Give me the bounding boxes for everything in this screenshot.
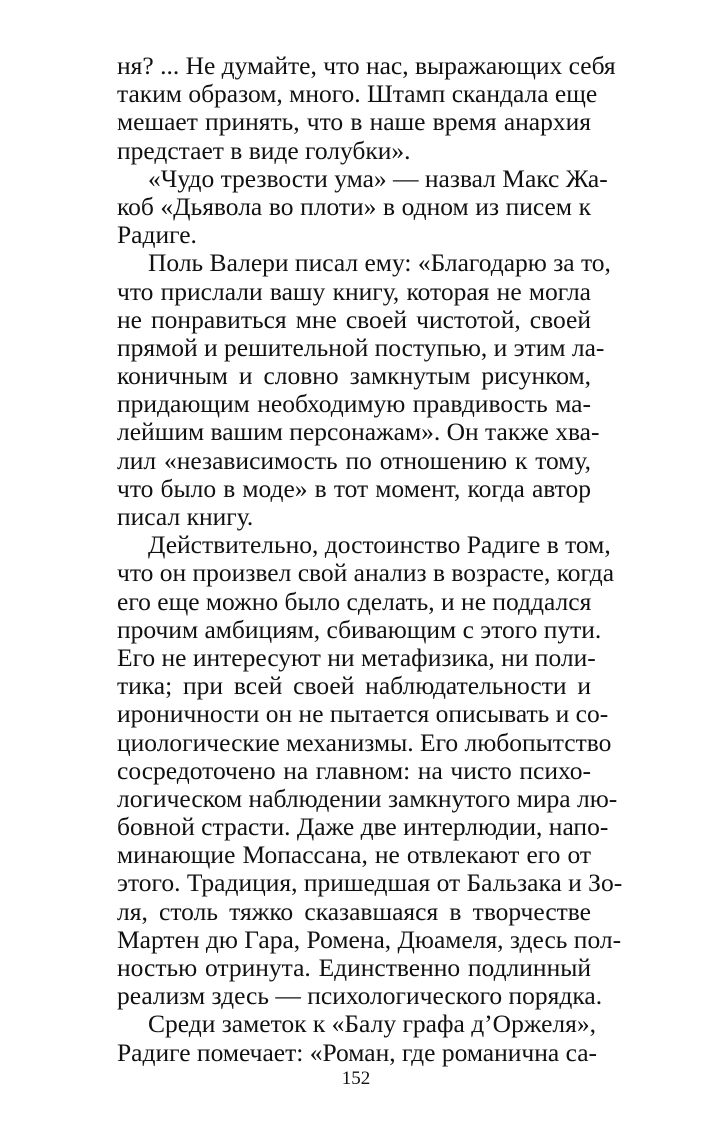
text-line: его еще можно было сделать, и не поддался [117, 586, 592, 616]
paragraph [117, 51, 616, 165]
text-line: Его не интересуют ни метафизика, ни поли- [117, 642, 596, 672]
text-line: ня? ... Не думайте, что нас, выражающих себя [117, 51, 616, 80]
text-line: этого. Традиция, пришедшая от Бальзака и Зо- [117, 868, 623, 898]
text-line: таким образом, много. Штамп скандала еще [117, 79, 598, 109]
text-line: реализм здесь — психологического порядка. [117, 981, 603, 1011]
text-line: не понравиться мне своей чистотой, своей [117, 304, 591, 334]
page-number: 152 [341, 1068, 371, 1089]
text-line: Радиге помечает: «Роман, где романична са- [117, 1037, 598, 1067]
text-line: лил «независимость по отношению к тому, [117, 445, 591, 475]
text-line: что было в моде» в тот момент, когда автор [117, 473, 591, 503]
paragraph [117, 1009, 598, 1067]
text-line: прочим амбициям, сбивающим с этого пути. [117, 614, 602, 644]
text-line: логическом наблюдении замкнутого мира лю- [117, 783, 618, 813]
text-line: тика; при всей своей наблюдательности и [117, 671, 591, 701]
text-line: придающим необходимую правдивость ма- [117, 389, 591, 419]
text-line: Поль Валери писал ему: «Благодарю за то, [148, 248, 611, 278]
text-line: предстает в виде голубки». [117, 135, 411, 165]
text-line: Действительно, достоинство Радиге в том, [148, 530, 611, 560]
text-line: «Чудо трезвости ума» — назвал Макс Жа- [148, 163, 608, 193]
text-line: ля, столь тяжко сказавшаяся в творчестве [117, 896, 591, 926]
paragraph [117, 248, 611, 531]
text-line: лейшим вашим персонажам». Он также хва- [117, 417, 600, 447]
text-line: прямой и решительной поступью, и этим ла- [117, 332, 605, 362]
text-line: коничным и словно замкнутым рисунком, [117, 361, 591, 391]
text-line: мешает принять, что в наше время анархия [117, 107, 591, 137]
text-line: Среди заметок к «Балу графа д’Оржеля», [148, 1009, 597, 1039]
paragraph [117, 163, 608, 250]
text-line: минающие Мопассана, не отвлекают его от [117, 840, 591, 870]
text-line: что он произвел свой анализ в возрасте, когда [117, 558, 615, 588]
paragraph [117, 530, 623, 1011]
text-line: циологические механизмы. Его любопытство [117, 727, 612, 757]
book-page-text [117, 51, 623, 1067]
text-line: ностью отринута. Единственно подлинный [117, 953, 591, 982]
text-line: Радиге. [117, 220, 197, 250]
text-line: писал книгу. [117, 502, 254, 531]
text-line: коб «Дьявола во плоти» в одном из писем к [117, 191, 591, 221]
text-line: Мартен дю Гара, Ромена, Дюамеля, здесь пол- [117, 924, 622, 954]
text-line: что прислали вашу книгу, которая не могла [117, 276, 591, 306]
text-line: ироничности он не пытается описывать и со- [117, 699, 609, 729]
text-line: бовной страсти. Даже две интерлюдии, напо- [117, 812, 609, 842]
text-line: сосредоточено на главном: на чисто психо- [117, 755, 591, 785]
